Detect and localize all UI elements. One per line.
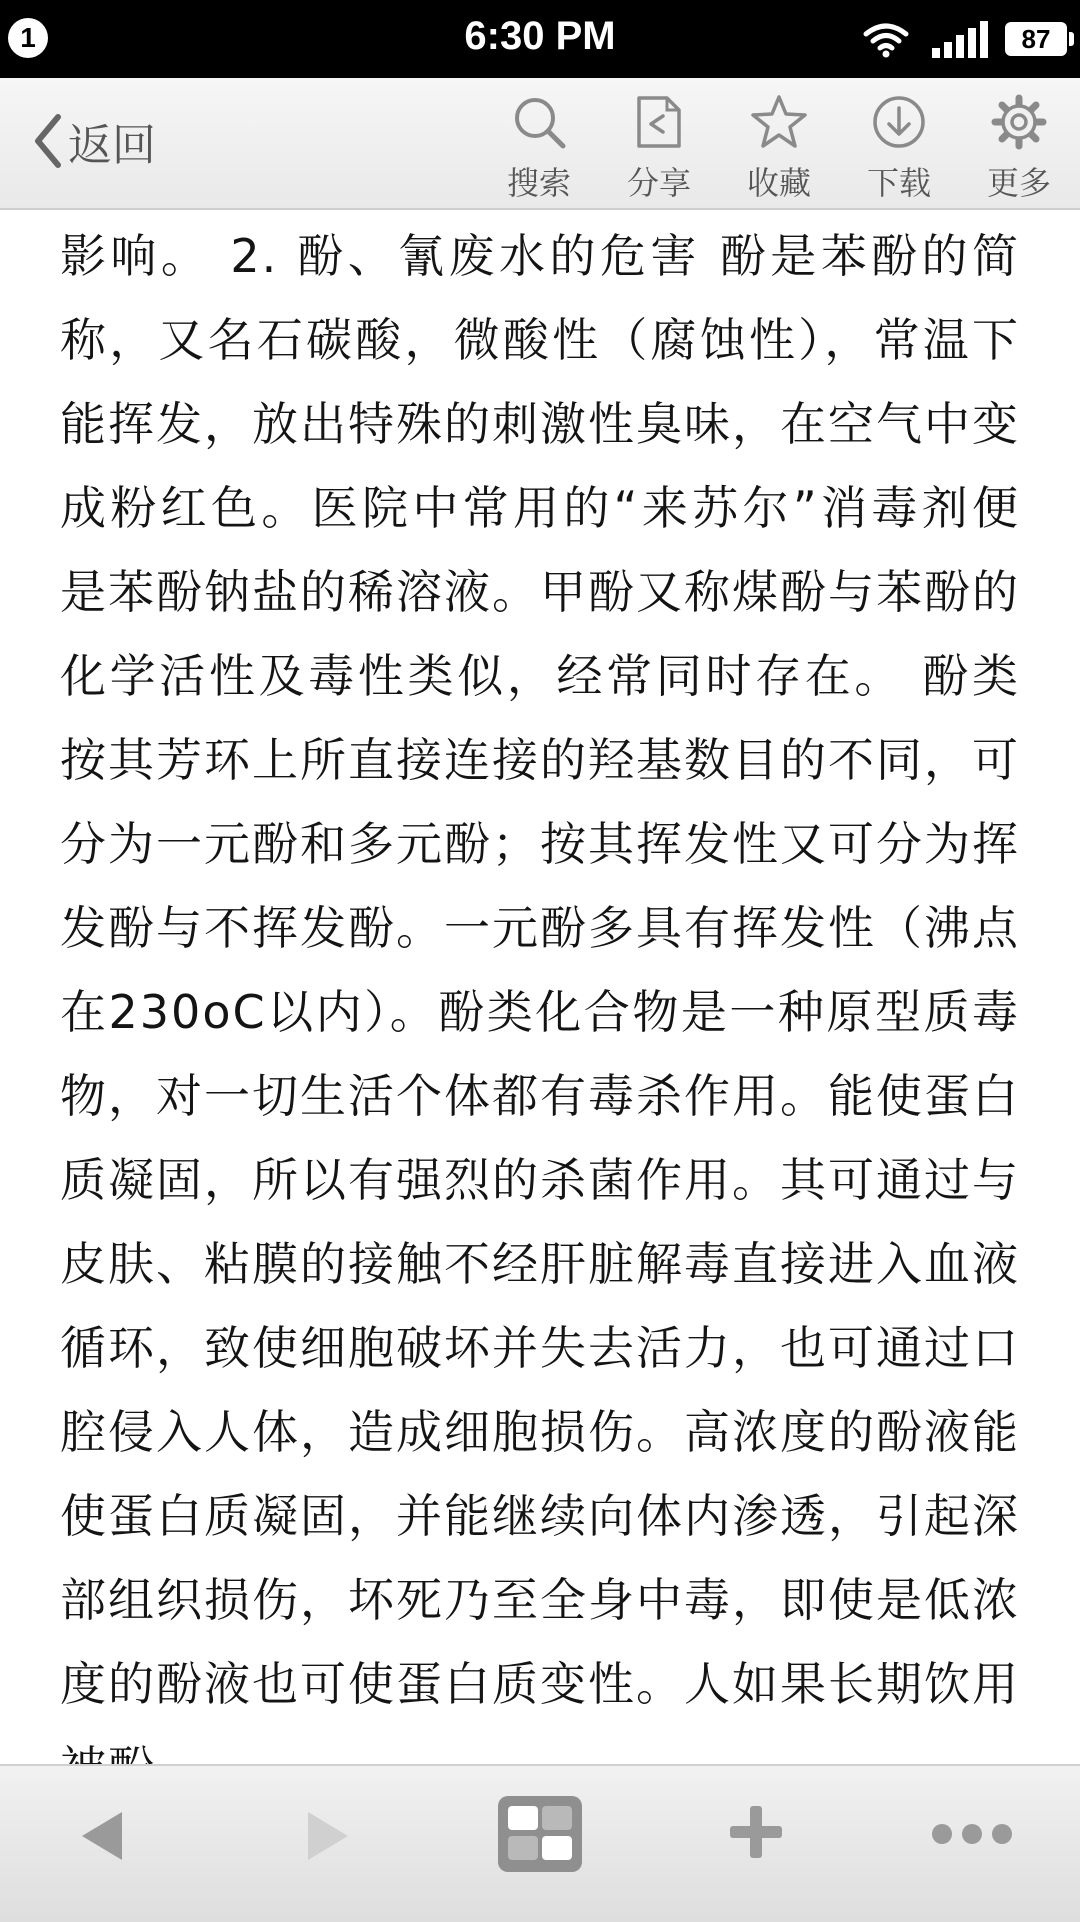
wifi-icon	[862, 20, 910, 60]
windows-icon[interactable]	[496, 1794, 584, 1874]
more-label: 更多	[986, 164, 1051, 202]
download-label: 下载	[866, 164, 931, 202]
favorite-button[interactable]	[724, 92, 834, 204]
status-time: 6:30 PM	[464, 14, 616, 58]
share-label: 分享	[626, 164, 691, 202]
search-label: 搜索	[506, 164, 571, 202]
bottom-nav-bar	[0, 1764, 1080, 1922]
share-icon	[635, 94, 683, 150]
more-dots-icon[interactable]	[930, 1822, 1014, 1846]
star-icon	[750, 94, 808, 150]
download-icon	[871, 94, 927, 150]
top-toolbar	[0, 78, 1080, 210]
share-button[interactable]	[604, 92, 714, 204]
notification-badge: 1	[8, 18, 48, 58]
download-button[interactable]	[844, 92, 954, 204]
forward-arrow-icon[interactable]	[304, 1806, 354, 1866]
article-content[interactable]	[60, 208, 1020, 1764]
chevron-left-icon	[30, 113, 64, 169]
search-icon	[511, 94, 567, 150]
back-label: 返回	[68, 120, 156, 171]
favorite-label: 收藏	[746, 164, 811, 202]
battery-indicator: 87	[1005, 22, 1067, 56]
gear-icon	[991, 94, 1047, 150]
plus-icon[interactable]	[728, 1804, 784, 1860]
more-button[interactable]	[964, 92, 1074, 204]
search-button[interactable]	[484, 92, 594, 204]
signal-icon	[930, 20, 990, 60]
status-bar	[0, 0, 1080, 78]
back-button[interactable]	[30, 106, 156, 176]
back-arrow-icon[interactable]	[76, 1806, 126, 1866]
article-text: 影响。 2. 酚、氰废水的危害 酚是苯酚的简称，又名石碳酸，微酸性（腐蚀性），常温下能挥发，放出特殊的刺激性臭味，在空气中变成粉红色。医院中常用的“来苏尔”消毒剂便是苯酚钠盐的稀溶液。甲酚又称煤酚与苯酚的化学活性及毒性类似，经常同时存在。 酚类按其芳环上所直接连接的羟基数目的不同，可分为一元酚和多元酚；按其挥发性又可分为挥发酚与不挥发酚。一元酚多具有挥发性（沸点在230oC以内）。酚类化合物是一种原型质毒物，对一切生活个体都有毒杀作用。能使蛋白质凝固，所以有强烈的杀菌作用。其可通过与皮肤、粘膜的接触不经肝脏解毒直接进入血液循环，致使细胞破坏并失去活力，也可通过口腔侵入人体，造成细胞损伤。高浓度的酚液能使蛋白质凝固，并能继续向体内渗透，引起深部组织损伤，坏死乃至全身中毒，即使是低浓度的酚液也可使蛋白质变性。人如果长期饮用	[60, 229, 1020, 1711]
